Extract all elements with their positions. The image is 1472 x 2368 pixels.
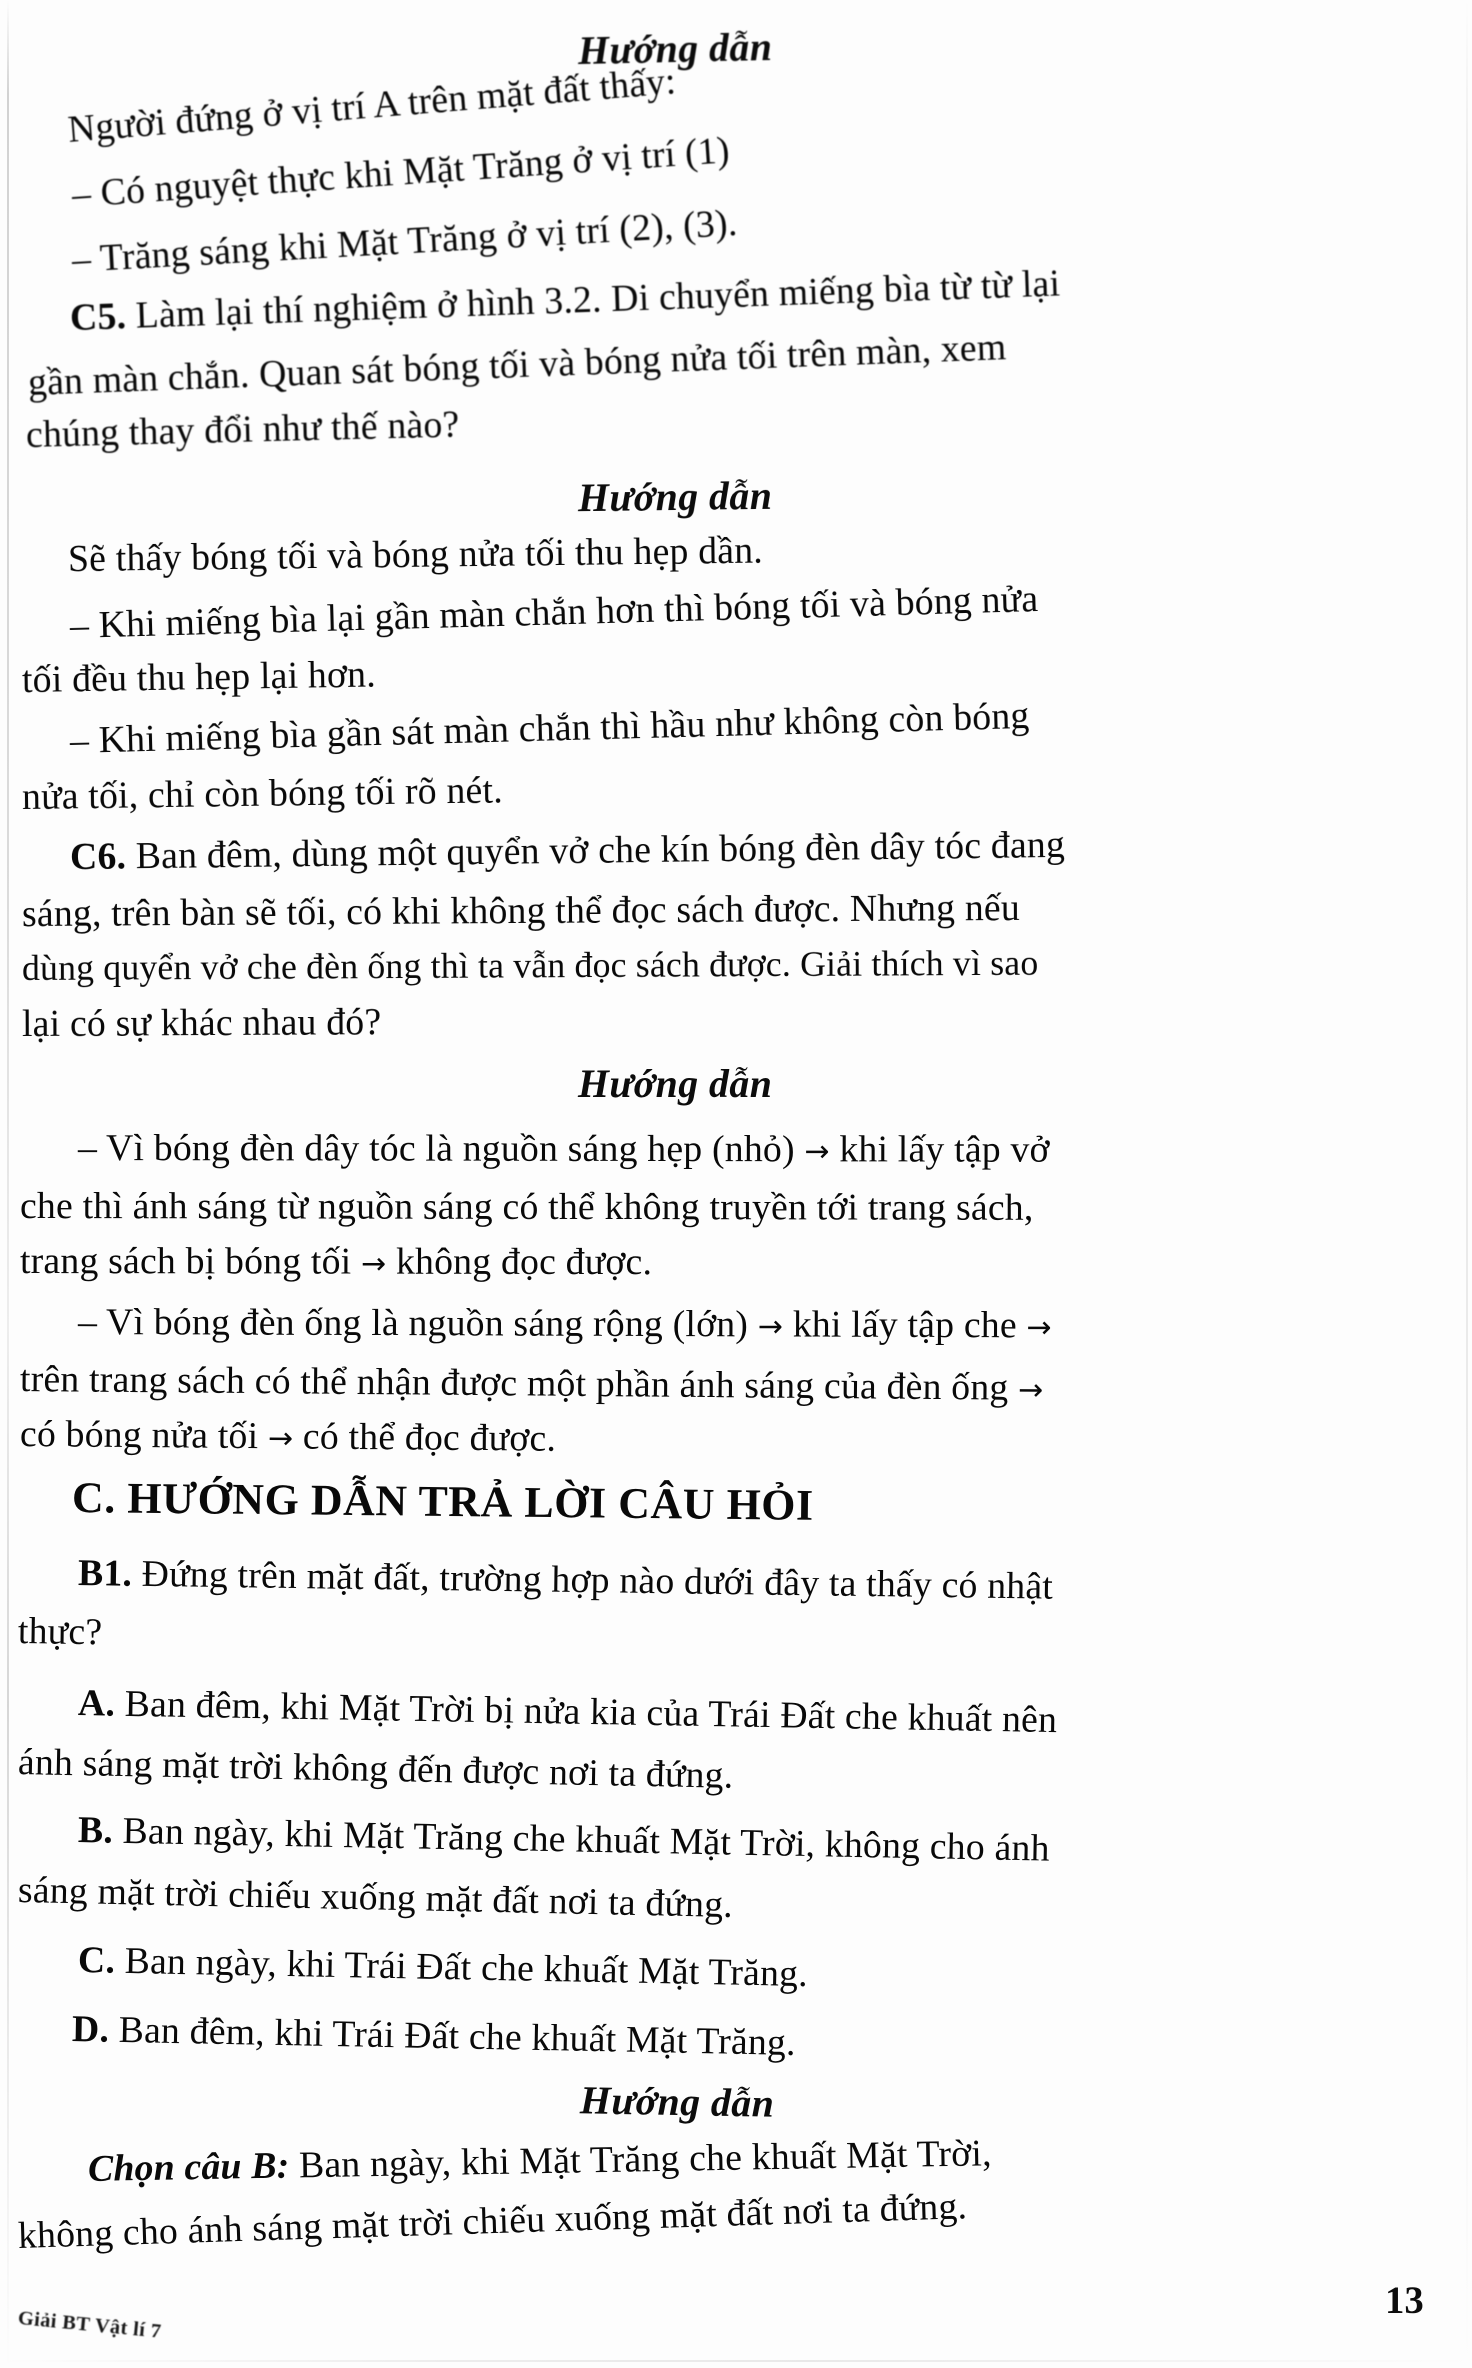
answer-c4-bullet-1: – Có nguyệt thực khi Mặt Trăng ở vị trí (1) [70, 129, 731, 217]
option-c-line-1 [78, 1938, 809, 1996]
question-c6-label: C6. [69, 834, 127, 878]
arrow-icon: → [804, 1134, 830, 1170]
answer-c6-p2-line2-a: trên trang sách có thể nhận được một phần ánh sáng của đèn ống [19, 1358, 1009, 1409]
answer-b1-choice-label: Chọn câu B: [87, 2144, 290, 2191]
answer-c6-p2-line3-b: có thể đọc được. [302, 1415, 557, 1460]
question-b1-line-2: thực? [17, 1609, 103, 1653]
answer-c4-bullet-2: – Trăng sáng khi Mặt Trăng ở vị trí (2), (3). [70, 202, 739, 282]
answer-c5-line-3: tối đều thu hẹp lại hơn. [21, 653, 377, 702]
option-a-text-1: Ban đêm, khi Mặt Trời bị nửa kia của Trái Đất che khuất nên [124, 1682, 1058, 1741]
question-c6-line-1 [70, 822, 1066, 878]
option-a-line-2: ánh sáng mặt trời không đến được nơi ta đứng. [17, 1740, 734, 1797]
answer-c4-intro: Người đứng ở vị trí A trên mặt đất thấy: [66, 60, 678, 152]
option-c-key: C. [77, 1938, 116, 1982]
arrow-icon: → [360, 1246, 387, 1282]
question-c6-line-4: lại có sự khác nhau đó? [21, 1001, 382, 1046]
answer-c6-p1-text-b: khi lấy tập vở [839, 1128, 1050, 1171]
answer-c5-line-5: nửa tối, chỉ còn bóng tối rõ nét. [21, 769, 504, 819]
question-c6-line-2: sáng, trên bàn sẽ tối, có khi không thể đọc sách được. Nhưng nếu [21, 887, 1021, 936]
answer-c6-p2-line1-b: khi lấy tập che [792, 1302, 1017, 1346]
option-d-key: D. [71, 2008, 110, 2051]
arrow-icon: → [267, 1421, 294, 1457]
option-b-text-1: Ban ngày, khi Mặt Trăng che khuất Mặt Trời, không cho ánh [122, 1809, 1051, 1870]
answer-b1-line-2: không cho ánh sáng mặt trời chiếu xuống mặt đất nơi ta đứng. [17, 2184, 968, 2257]
answer-b1-line-1 [88, 2131, 992, 2191]
question-b1-label: B1. [77, 1551, 133, 1595]
scan-edge-bottom [0, 2360, 1472, 2362]
answer-c6-p1-line-3 [20, 1239, 652, 1284]
option-d-text-1: Ban đêm, khi Trái Đất che khuất Mặt Trăng. [118, 2008, 797, 2064]
scan-edge-right [1466, 0, 1468, 2368]
answer-c6-p1-line-1 [78, 1126, 1050, 1172]
question-b1-text-1: Đứng trên mặt đất, trường hợp nào dưới đây ta thấy có nhật [141, 1552, 1054, 1608]
arrow-icon: → [757, 1308, 784, 1344]
option-d-line-1 [72, 2007, 797, 2065]
heading-huong-dan-3: Hướng dẫn [578, 1062, 773, 1107]
answer-b1-text-1: Ban ngày, khi Mặt Trăng che khuất Mặt Trời, [298, 2132, 993, 2187]
question-c6-text-1: Ban đêm, dùng một quyển vở che kín bóng đèn dây tóc đang [135, 823, 1066, 877]
answer-c5-line-4: – Khi miếng bìa gần sát màn chắn thì hầu như không còn bóng [69, 694, 1030, 763]
section-heading-c: C. HƯỚNG DẪN TRẢ LỜI CÂU HỎI [71, 1473, 814, 1530]
answer-c6-p1-line3-b: không đọc được. [395, 1240, 653, 1283]
heading-huong-dan-4: Hướng dẫn [579, 2078, 775, 2126]
scan-edge-left [7, 0, 9, 2368]
page-number: 13 [1385, 2279, 1424, 2323]
question-c5-label: C5. [69, 295, 127, 339]
option-b-line-2: sáng mặt trời chiếu xuống mặt đất nơi ta đứng. [17, 1869, 734, 1927]
option-a-key: A. [77, 1681, 116, 1725]
option-a-line-1 [78, 1681, 1058, 1742]
question-c5-line-2: gần màn chắn. Quan sát bóng tối và bóng nửa tối trên màn, xem [27, 326, 1008, 404]
option-b-key: B. [77, 1808, 114, 1852]
footer-note: Giải BT Vật lí 7 [16, 2307, 163, 2344]
answer-c6-p1-line3-a: trang sách bị bóng tối [19, 1239, 352, 1283]
arrow-icon: → [1026, 1309, 1052, 1345]
answer-c6-p2-line-3 [20, 1412, 556, 1461]
heading-huong-dan-2: Hướng dẫn [577, 473, 773, 520]
answer-c6-p2-line3-a: có bóng nửa tối [19, 1413, 259, 1458]
answer-c6-p2-line1-a: – Vì bóng đèn ống là nguồn sáng rộng (lớn) [77, 1300, 749, 1345]
option-b-line-1 [78, 1808, 1050, 1871]
question-b1-line-1 [78, 1551, 1054, 1609]
answer-c6-p1-text-a: – Vì bóng đèn dây tóc là nguồn sáng hẹp (nhỏ) [77, 1127, 795, 1171]
answer-c5-line-2: – Khi miếng bìa lại gần màn chắn hơn thì bóng tối và bóng nửa [69, 577, 1039, 647]
arrow-icon: → [1017, 1372, 1044, 1409]
answer-c6-p1-line-2: che thì ánh sáng từ nguồn sáng có thể không truyền tới trang sách, [19, 1185, 1034, 1229]
answer-c6-p2-line-1 [78, 1300, 1052, 1347]
question-c5-text-1: Làm lại thí nghiệm ở hình 3.2. Di chuyển miếng bìa từ từ lại [135, 262, 1061, 337]
heading-huong-dan-1: Hướng dẫn [577, 24, 773, 74]
answer-c5-line-1: Sẽ thấy bóng tối và bóng nửa tối thu hẹp dần. [67, 529, 764, 581]
question-c5-line-3: chúng thay đổi như thế nào? [25, 403, 460, 456]
option-c-text-1: Ban ngày, khi Trái Đất che khuất Mặt Trăng. [124, 1939, 809, 1995]
answer-c6-p2-line-2 [20, 1357, 1044, 1410]
question-c6-line-3: dùng quyển vở che đèn ống thì ta vẫn đọc sách được. Giải thích vì sao [21, 942, 1039, 989]
